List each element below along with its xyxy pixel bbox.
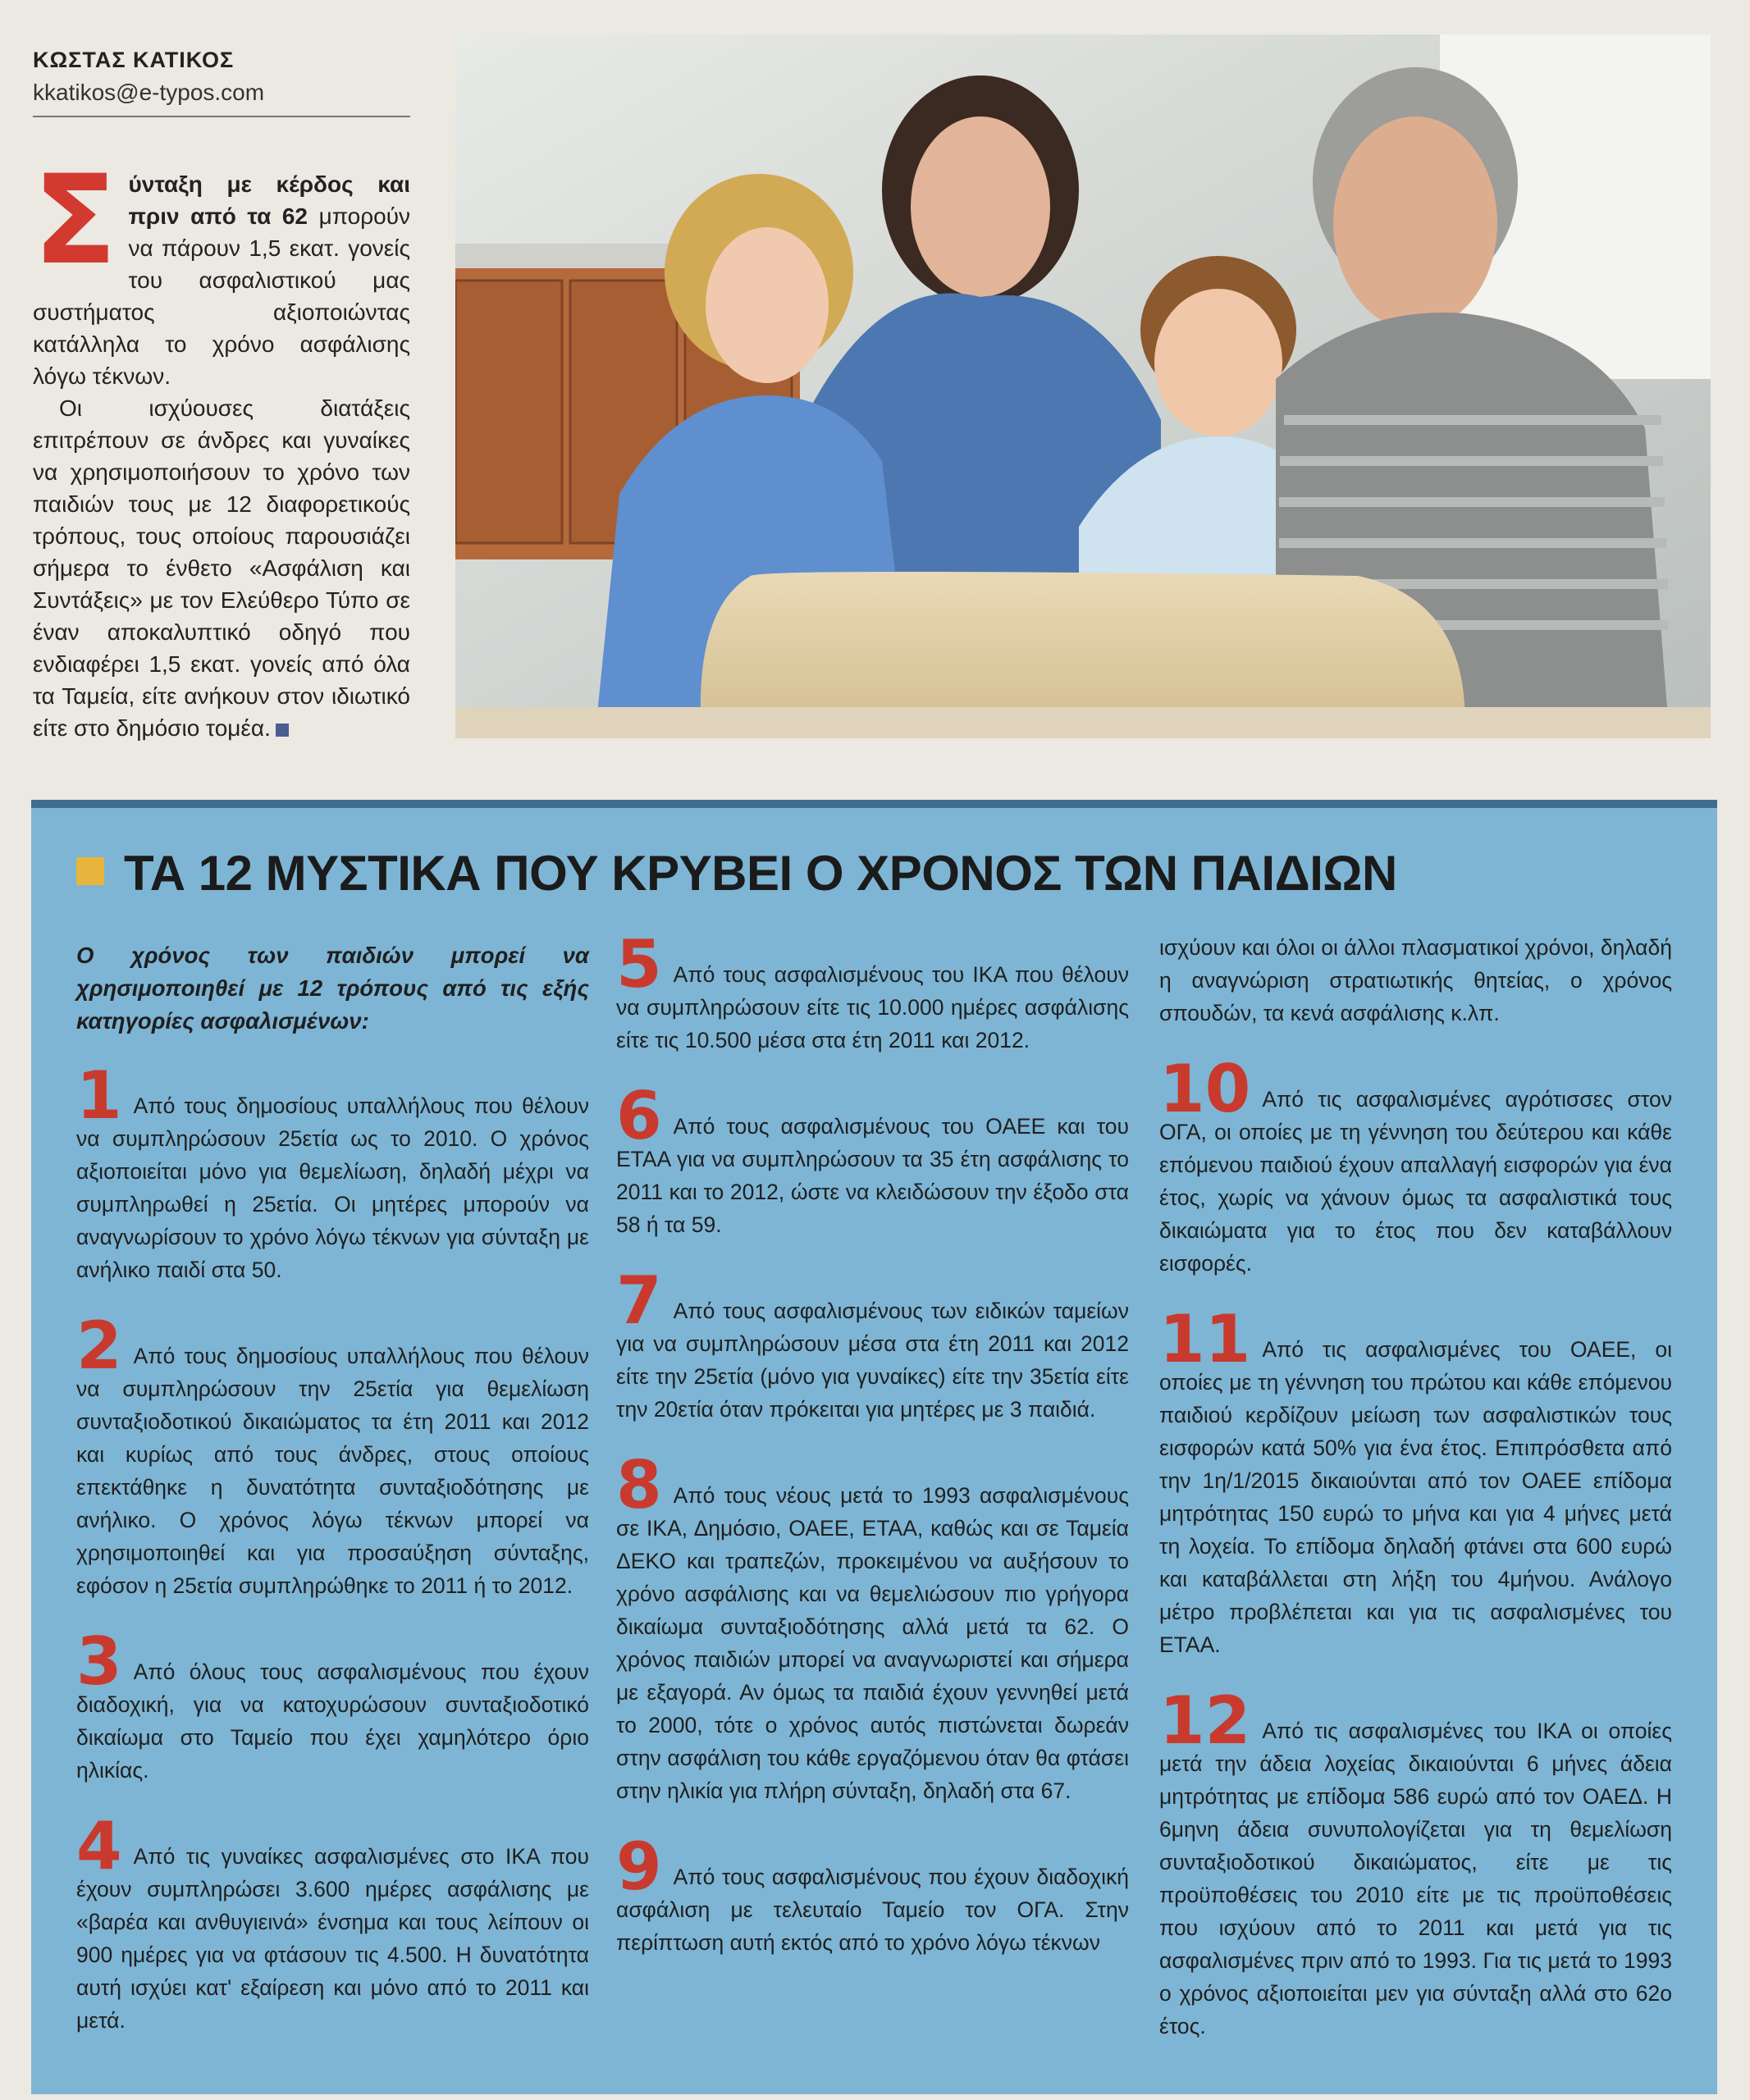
column-1 [76, 939, 589, 2071]
item-10 [1159, 1051, 1672, 1280]
item-7 [616, 1262, 1129, 1426]
sidebar-box-12-secrets [31, 800, 1717, 2094]
box-title-text: ΤΑ 12 ΜΥΣΤΙΚΑ ΠΟΥ ΚΡΥΒΕΙ Ο ΧΡΟΝΟΣ ΤΩΝ ΠΑΙΔΙΩΝ [124, 846, 1397, 901]
item-number: 8 [616, 1447, 662, 1523]
item-3 [76, 1623, 589, 1787]
lead-bold-opening: ύνταξη με κέρδος και πριν από τα 62 [128, 171, 410, 229]
author-email: kkatikos@e-typos.com [33, 80, 410, 117]
item-text: Από τους ασφαλισμένους του ΟΑΕΕ και του ΕΤΑΑ για να συμπληρώσουν τα 35 έτη ασφάλισης το 2011 και το 2012, ώστε να κλειδώσουν την έξοδο στα 58 ή τα 59. [616, 1114, 1129, 1237]
item-number: 6 [616, 1078, 662, 1154]
item-4 [76, 1808, 589, 2037]
family-laptop-photo [455, 34, 1711, 738]
item-text: Από τους νέους μετά το 1993 ασφαλισμένους σε ΙΚΑ, Δημόσιο, ΟΑΕΕ, ΕΤΑΑ, καθώς και σε Ταμεία ΔΕΚΟ και τραπεζών, προκειμένου να αυξήσουν το χρόνο ασφάλισης και να θεμελιώσουν πιο γρήγορα δικαίωμα συνταξιοδότησης αλλά μετά τα 62. Ο χρόνος παιδιών μπορεί να αναγνωριστεί και σήμερα με εξαγορά. Αν όμως τα παιδιά έχουν γεννηθεί μετά το 2000, τότε ο χρόνος αυτός πιστώνεται δωρεάν στην ασφάλιση του κάθε εργαζόμενου όταν θα φτάσει στην ηλικία για πλήρη σύνταξη, δηλαδή στα 67. [616, 1483, 1129, 1803]
item-text: Από τους ασφαλισμένους που έχουν διαδοχική ασφάλιση με τελευταίο Ταμείο τον ΟΓΑ. Στην περίπτωση αυτή εκτός από το χρόνο λόγω τέκνων [616, 1865, 1129, 1955]
item-2 [76, 1308, 589, 1602]
box-intro: Ο χρόνος των παιδιών μπορεί να χρησιμοποιηθεί με 12 τρόπους από τις εξής κατηγορίες ασφαλισμένων: [76, 943, 589, 1034]
item-text: Από όλους τους ασφαλισμένους που έχουν διαδοχική, για να κατοχυρώσουν συνταξιοδοτικό δικαίωμα στο Ταμείο που έχει χαμηλότερο όριο ηλικίας. [76, 1659, 589, 1783]
cropped-headline-strip [0, 0, 1750, 25]
item-text: Από τους δημοσίους υπαλλήλους που θέλουν να συμπληρώσουν 25ετία ως το 2010. Ο χρόνος αξιοποιείται μόνο για θεμελίωση, δηλαδή μέχρι να συμπληρωθεί η 25ετία. Οι μητέρες μπορούν να αναγνωρίσουν το χρόνο λόγω τέκνων για σύνταξη με ανήλικο παιδί στα 50. [76, 1093, 589, 1282]
item-text: Από τις ασφαλισμένες του ΟΑΕΕ, οι οποίες με τη γέννηση του πρώτου και κάθε επόμενου παιδιού κερδίζουν μείωση των ασφαλιστικών τους εισφορών κατά 50% για ένα έτος. Επιπρόσθετα από την 1η/1/2015 δικαιούνται από τον ΟΑΕΕ επίδομα μητρότητας 150 ευρώ το μήνα και για 4 μήνες μετά τη λοχεία. Το επίδομα δηλαδή φτάνει στα 600 ευρώ και καταβάλλεται στη λήξη του 4μήνου. Ανάλογο μέτρο προβλέπεται και για τις ασφαλισμένες του ΕΤΑΑ. [1159, 1337, 1672, 1657]
lead-p1-rest: μπορούν να πάρουν 1,5 εκατ. γονείς του ασφαλιστικού μας συστήματος αξιοποιώντας κατάλληλα το χρόνο ασφάλισης λόγω τέκνων. [33, 203, 411, 389]
lead-p2: Οι ισχύουσες διατάξεις επιτρέπουν σε άνδρες και γυναίκες να χρησιμοποιήσουν το χρόνο των παιδιών τους με 12 διαφορετικούς τρόπους, τους οποίους παρουσιάζει σήμερα το ένθετο «Ασφάλιση και Συντάξεις» με τον Ελεύθερο Τύπο σε έναν αποκαλυπτικό οδηγό που ενδιαφέρει 1,5 εκατ. γονείς από όλα τα Ταμεία, είτε ανήκουν στον ιδιωτικό είτε στο δημόσιο τομέα. [33, 395, 410, 741]
item-12 [1159, 1682, 1672, 2043]
item-number: 9 [616, 1828, 662, 1905]
item-number: 10 [1159, 1051, 1251, 1127]
drop-cap: Σ [33, 149, 117, 292]
item-text: Από τους ασφαλισμένους του ΙΚΑ που θέλουν να συμπληρώσουν είτε τις 10.000 ημέρες ασφάλισης είτε τις 10.500 μέσα στα έτη 2011 και 2012. [616, 962, 1129, 1052]
item-number: 12 [1159, 1682, 1251, 1759]
column-2 [616, 926, 1129, 1993]
lead-paragraph [33, 149, 411, 744]
item-9-continued: ισχύουν και όλοι οι άλλοι πλασματικοί χρόνοι, δηλαδή η αναγνώριση στρατιωτικής θητείας, ο χρόνος σπουδών, τα κενά ασφάλισης κ.λπ. [1159, 935, 1672, 1025]
item-number: 4 [76, 1808, 122, 1884]
item-8 [616, 1447, 1129, 1807]
item-number: 2 [76, 1308, 122, 1384]
title-square-icon [76, 857, 104, 885]
item-number: 7 [616, 1262, 662, 1339]
item-text: Από τους ασφαλισμένους των ειδικών ταμείων για να συμπληρώσουν μέσα στα έτη 2011 και 2012 είτε την 25ετία (μόνο για γυναίκες) είτε την 35ετία είτε την 20ετία όταν πρόκειται για μητέρες με 3 παιδιά. [616, 1299, 1129, 1422]
item-number: 11 [1159, 1301, 1251, 1377]
item-text: Από τις ασφαλισμένες του ΙΚΑ οι οποίες μετά την άδεια λοχείας δικαιούνται 6 μήνες άδεια μητρότητας με επίδομα 586 ευρώ από τον ΟΑΕΔ. Η 6μηνη άδεια συνυπολογίζεται για τη θεμελίωση συνταξιοδοτικού δικαιώματος, είτε με τις προϋποθέσεις του 2010 είτε με τις προϋποθέσεις που ισχύουν από το 2011 και μετά για τις ασφαλισμένες πριν από το 1993. Για τις μετά το 1993 ο χρόνος αξιοποιείται μεν για σύνταξη αλλά στο 62ο έτος. [1159, 1719, 1672, 2038]
item-1 [76, 1057, 589, 1286]
author-name: ΚΩΣΤΑΣ ΚΑΤΙΚΟΣ [33, 48, 235, 72]
end-square-icon [276, 724, 289, 737]
item-text: Από τις ασφαλισμένες αγρότισσες στον ΟΓΑ, οι οποίες με τη γέννηση του δεύτερου και κάθε επόμενου παιδιού έχουν απαλλαγή εισφορών για ένα έτος, χωρίς να χάνουν όμως τα ασφαλιστικά τους δικαιώματα για το έτος που δεν καταβάλλουν εισφορές. [1159, 1087, 1672, 1276]
column-3 [1159, 931, 1672, 2077]
item-5 [616, 926, 1129, 1057]
item-number: 5 [616, 926, 662, 1002]
photo-illustration [455, 34, 1711, 738]
item-number: 1 [76, 1057, 122, 1134]
item-6 [616, 1078, 1129, 1241]
item-text: Από τις γυναίκες ασφαλισμένες στο ΙΚΑ που έχουν συμπληρώσει 3.600 ημέρες ασφάλισης με «βαρέα και ανθυγιεινά» ένσημα και τους λείπουν οι 900 ημέρες για να φτάσουν τις 4.500. Η δυνατότητα αυτή ισχύει κατ' εξαίρεση και μόνο από το 2011 και μετά. [76, 1844, 589, 2033]
item-text: Από τους δημοσίους υπαλλήλους που θέλουν να συμπληρώσουν την 25ετία για θεμελίωση συνταξιοδοτικού δικαιώματος τα έτη 2011 και 2012 και κυρίως από τους άνδρες, στους οποίους επεκτάθηκε η δυνατότητα συνταξιοδότησης με ανήλικο. Ο χρόνος λόγω τέκνων μπορεί να χρησιμοποιηθεί και για προσαύξηση σύνταξης, εφόσον η 25ετία συμπληρώθηκε το 2011 ή το 2012. [76, 1344, 589, 1598]
byline [33, 48, 410, 117]
box-title [76, 845, 1397, 902]
item-11 [1159, 1301, 1672, 1661]
item-9 [616, 1828, 1129, 1959]
item-number: 3 [76, 1623, 122, 1700]
